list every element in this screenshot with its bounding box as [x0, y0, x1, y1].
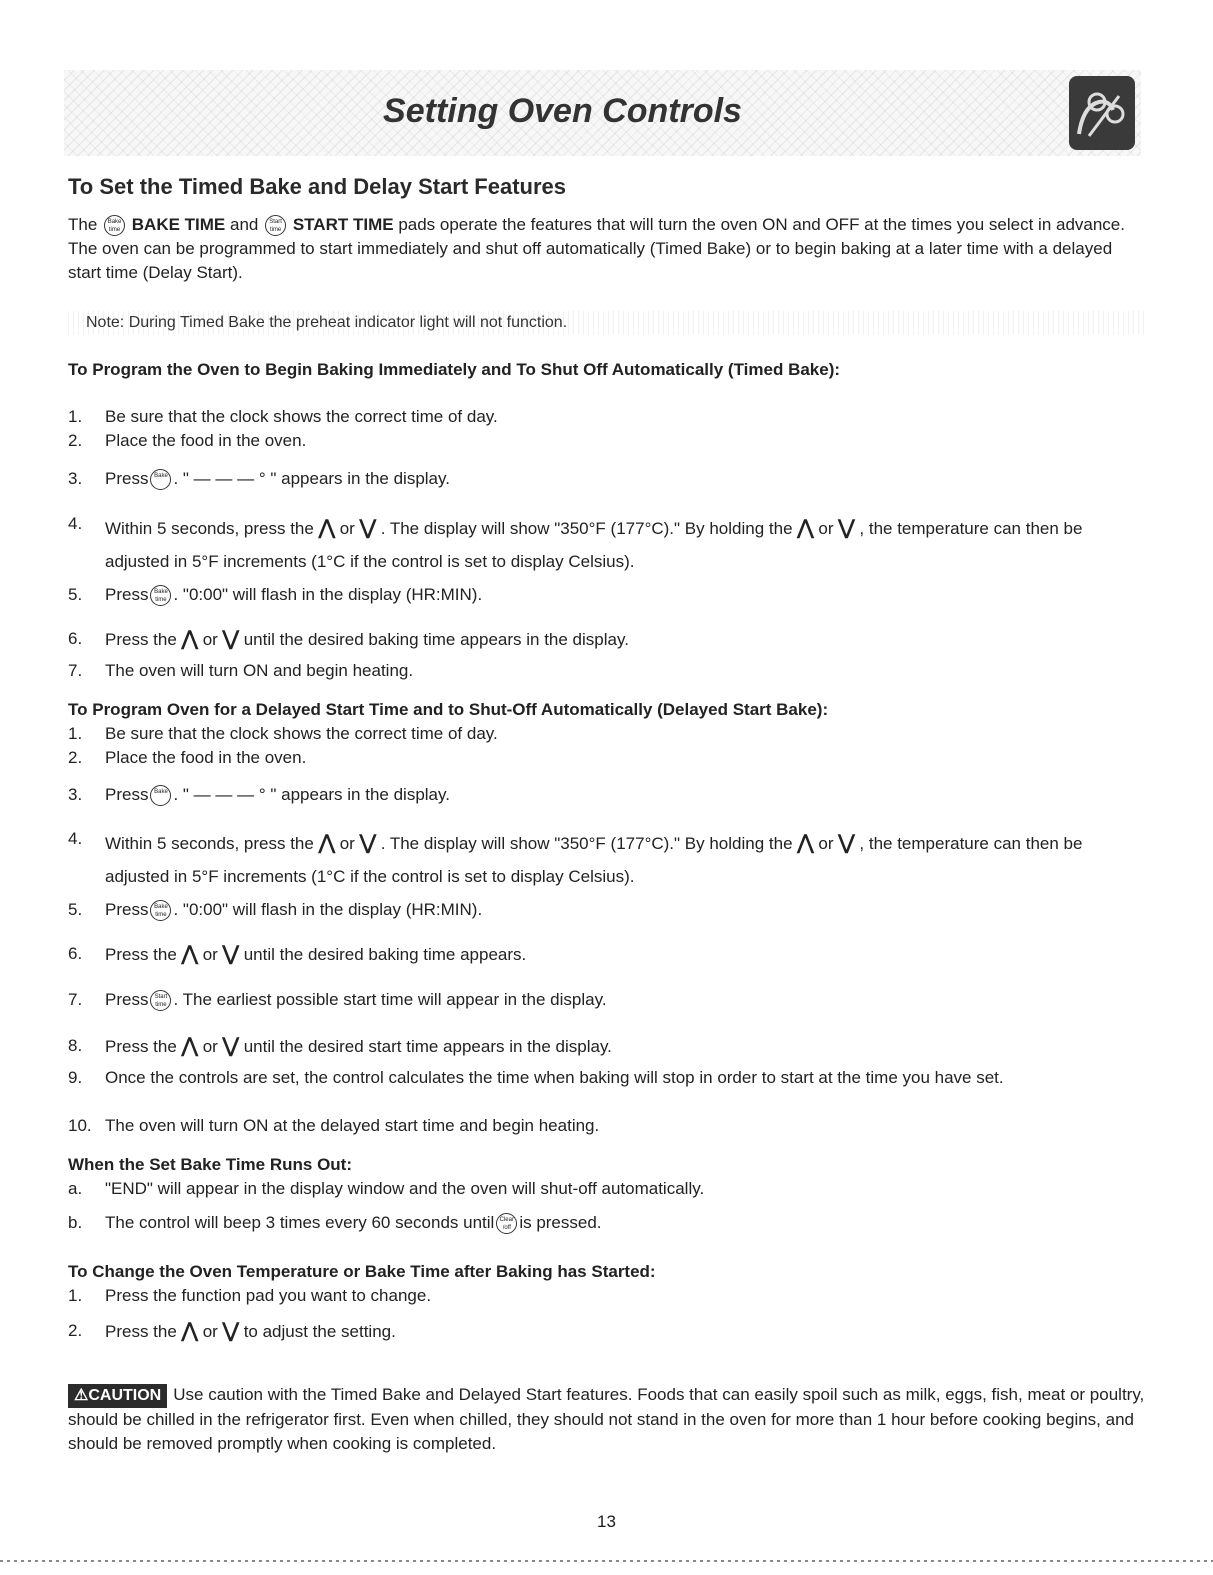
step-text: "END" will appear in the display window and the oven will shut-off automatically. — [105, 1179, 705, 1198]
step-text: . The display will show "350°F (177°C)." By holding the — [380, 519, 793, 538]
timed-bake-heading: To Program the Oven to Begin Baking Immediately and To Shut Off Automatically (Timed Bake): — [68, 360, 841, 379]
bake-time-pad-icon: Bake time — [104, 215, 125, 236]
intro-paragraph — [68, 213, 1148, 285]
step-number: 2. — [68, 1321, 83, 1340]
start-time-label: START TIME — [292, 215, 394, 234]
oven-hands-icon — [1069, 76, 1135, 150]
down-arrow-icon: ⋁ — [222, 1320, 239, 1342]
bake-time-label: BAKE TIME — [131, 215, 226, 234]
list-item — [68, 722, 1148, 746]
list-item — [68, 1114, 1148, 1138]
down-arrow-icon: ⋁ — [222, 1035, 239, 1057]
step-number: 1. — [68, 724, 83, 743]
page-number: 13 — [597, 1512, 616, 1531]
step-text: Press — [105, 785, 149, 804]
intro-text: and — [230, 215, 259, 234]
step-text: . The earliest possible start time will appear in the display. — [173, 990, 607, 1009]
section-title: To Set the Timed Bake and Delay Start Features — [68, 174, 567, 199]
bake-time-pad-icon: Bake time — [150, 900, 171, 921]
banner-title: Setting Oven Controls — [383, 92, 742, 130]
step-text: Press — [105, 900, 149, 919]
caution-paragraph — [68, 1383, 1148, 1456]
step-number: 7. — [68, 990, 83, 1009]
step-text: Once the controls are set, the control calculates the time when baking will stop in order to start at the time you have set. — [105, 1068, 1004, 1087]
down-arrow-icon: ⋁ — [359, 517, 376, 539]
step-number: 6. — [68, 944, 83, 963]
step-text: or — [202, 630, 218, 649]
step-text: to adjust the setting. — [243, 1322, 396, 1341]
list-item — [68, 659, 1148, 683]
up-arrow-icon: ⋀ — [181, 943, 198, 965]
list-item — [68, 467, 1148, 491]
list-item — [68, 1319, 1148, 1344]
step-text: Press the function pad you want to change. — [105, 1286, 432, 1305]
intro-text: The — [68, 215, 98, 234]
down-arrow-icon: ⋁ — [222, 628, 239, 650]
step-text: Press the — [105, 945, 177, 964]
down-arrow-icon: ⋁ — [359, 832, 376, 854]
list-item — [68, 429, 1148, 453]
runs-out-heading: When the Set Bake Time Runs Out: — [68, 1155, 353, 1174]
delayed-start-heading: To Program Oven for a Delayed Start Time and to Shut-Off Automatically (Delayed Start Bake): — [68, 700, 829, 719]
step-text: or — [818, 834, 834, 853]
step-text: , the temperature can then be adjusted in 5°F increments (1°C if the control is set to display Celsius). — [105, 519, 1083, 571]
step-text: is pressed. — [519, 1213, 602, 1232]
change-heading: To Change the Oven Temperature or Bake Time after Baking has Started: — [68, 1262, 656, 1281]
step-text: . The display will show "350°F (177°C)." By holding the — [380, 834, 793, 853]
step-number: 2. — [68, 431, 83, 450]
list-item — [68, 783, 1148, 807]
step-text: Press — [105, 585, 149, 604]
step-text: until the desired start time appears in the display. — [243, 1037, 612, 1056]
list-item — [68, 988, 1148, 1012]
step-text: or — [202, 945, 218, 964]
step-text: or — [339, 834, 355, 853]
step-text: Press the — [105, 1037, 177, 1056]
step-number: 5. — [68, 900, 83, 919]
step-number: a. — [68, 1179, 83, 1198]
list-item — [68, 1066, 1148, 1090]
list-item — [68, 1284, 1148, 1308]
step-number: b. — [68, 1213, 83, 1232]
step-number: 4. — [68, 829, 83, 848]
step-text: . " — — — ° " appears in the display. — [173, 785, 450, 804]
step-text: or — [202, 1037, 218, 1056]
step-text: Press — [105, 469, 149, 488]
list-item — [68, 746, 1148, 770]
step-text: Within 5 seconds, press the — [105, 834, 314, 853]
list-item — [68, 583, 1148, 607]
list-item — [68, 1211, 1148, 1235]
bottom-divider — [0, 1560, 1213, 1562]
list-item — [68, 1034, 1148, 1059]
step-text: The oven will turn ON and begin heating. — [105, 661, 414, 680]
list-item — [68, 405, 1148, 429]
step-text: Within 5 seconds, press the — [105, 519, 314, 538]
step-number: 1. — [68, 407, 83, 426]
step-number: 8. — [68, 1036, 83, 1055]
up-arrow-icon: ⋀ — [797, 517, 814, 539]
caution-text: Use caution with the Timed Bake and Delayed Start features. Foods that can easily spoil such as milk, eggs, fish, meat or poultry, should be chilled in the refrigerator first. Even when chilled, they should not stand in the oven for more than 1 hour before cooking begins, and should be removed promptly when cooking is completed. — [68, 1385, 1145, 1453]
list-item — [68, 1177, 1148, 1201]
start-time-pad-icon: Start time — [265, 215, 286, 236]
step-number: 10. — [68, 1116, 92, 1135]
bake-time-pad-icon: Bake time — [150, 585, 171, 606]
step-text: The control will beep 3 times every 60 seconds until — [105, 1213, 495, 1232]
step-text: or — [202, 1322, 218, 1341]
step-text: Place the food in the oven. — [105, 748, 307, 767]
step-number: 3. — [68, 469, 83, 488]
step-number: 7. — [68, 661, 83, 680]
intro-text: pads operate the features that will turn the oven ON and OFF at the times you select in advance. The oven can be programmed to start immediately and shut off automatically (Timed Bake) or to begin baking at a later time with a delayed start time (Delay Start). — [68, 215, 1125, 282]
up-arrow-icon: ⋀ — [181, 1035, 198, 1057]
step-text: Press the — [105, 1322, 177, 1341]
list-item — [68, 898, 1148, 922]
caution-badge: ⚠CAUTION — [68, 1384, 167, 1408]
step-text: Be sure that the clock shows the correct time of day. — [105, 407, 498, 426]
up-arrow-icon: ⋀ — [318, 517, 335, 539]
list-item — [68, 512, 1148, 578]
step-number: 4. — [68, 514, 83, 533]
step-number: 5. — [68, 585, 83, 604]
step-number: 9. — [68, 1068, 83, 1087]
down-arrow-icon: ⋁ — [222, 943, 239, 965]
page-banner — [64, 70, 1141, 156]
step-number: 1. — [68, 1286, 83, 1305]
step-text: The oven will turn ON at the delayed start time and begin heating. — [105, 1116, 600, 1135]
down-arrow-icon: ⋁ — [838, 517, 855, 539]
step-number: 3. — [68, 785, 83, 804]
step-number: 6. — [68, 629, 83, 648]
up-arrow-icon: ⋀ — [181, 628, 198, 650]
step-text: Press — [105, 990, 149, 1009]
step-text: , the temperature can then be adjusted in 5°F increments (1°C if the control is set to display Celsius). — [105, 834, 1083, 886]
step-text: . " — — — ° " appears in the display. — [173, 469, 450, 488]
step-text: . "0:00" will flash in the display (HR:MIN). — [173, 900, 483, 919]
step-text: or — [339, 519, 355, 538]
step-text: . "0:00" will flash in the display (HR:MIN). — [173, 585, 483, 604]
preheat-note: Note: During Timed Bake the preheat indicator light will not function. — [68, 311, 1148, 335]
step-text: until the desired baking time appears. — [243, 945, 527, 964]
clear-off-pad-icon: Clear /off — [496, 1213, 517, 1234]
list-item — [68, 827, 1148, 893]
list-item — [68, 627, 1148, 652]
step-text: or — [818, 519, 834, 538]
list-item — [68, 942, 1148, 967]
up-arrow-icon: ⋀ — [181, 1320, 198, 1342]
bake-pad-icon: Bake — [150, 469, 171, 490]
step-text: Place the food in the oven. — [105, 431, 307, 450]
down-arrow-icon: ⋁ — [838, 832, 855, 854]
step-text: until the desired baking time appears in the display. — [243, 630, 629, 649]
start-time-pad-icon: Start time — [150, 990, 171, 1011]
step-number: 2. — [68, 748, 83, 767]
step-text: Press the — [105, 630, 177, 649]
up-arrow-icon: ⋀ — [318, 832, 335, 854]
bake-pad-icon: Bake — [150, 785, 171, 806]
up-arrow-icon: ⋀ — [797, 832, 814, 854]
step-text: Be sure that the clock shows the correct time of day. — [105, 724, 498, 743]
